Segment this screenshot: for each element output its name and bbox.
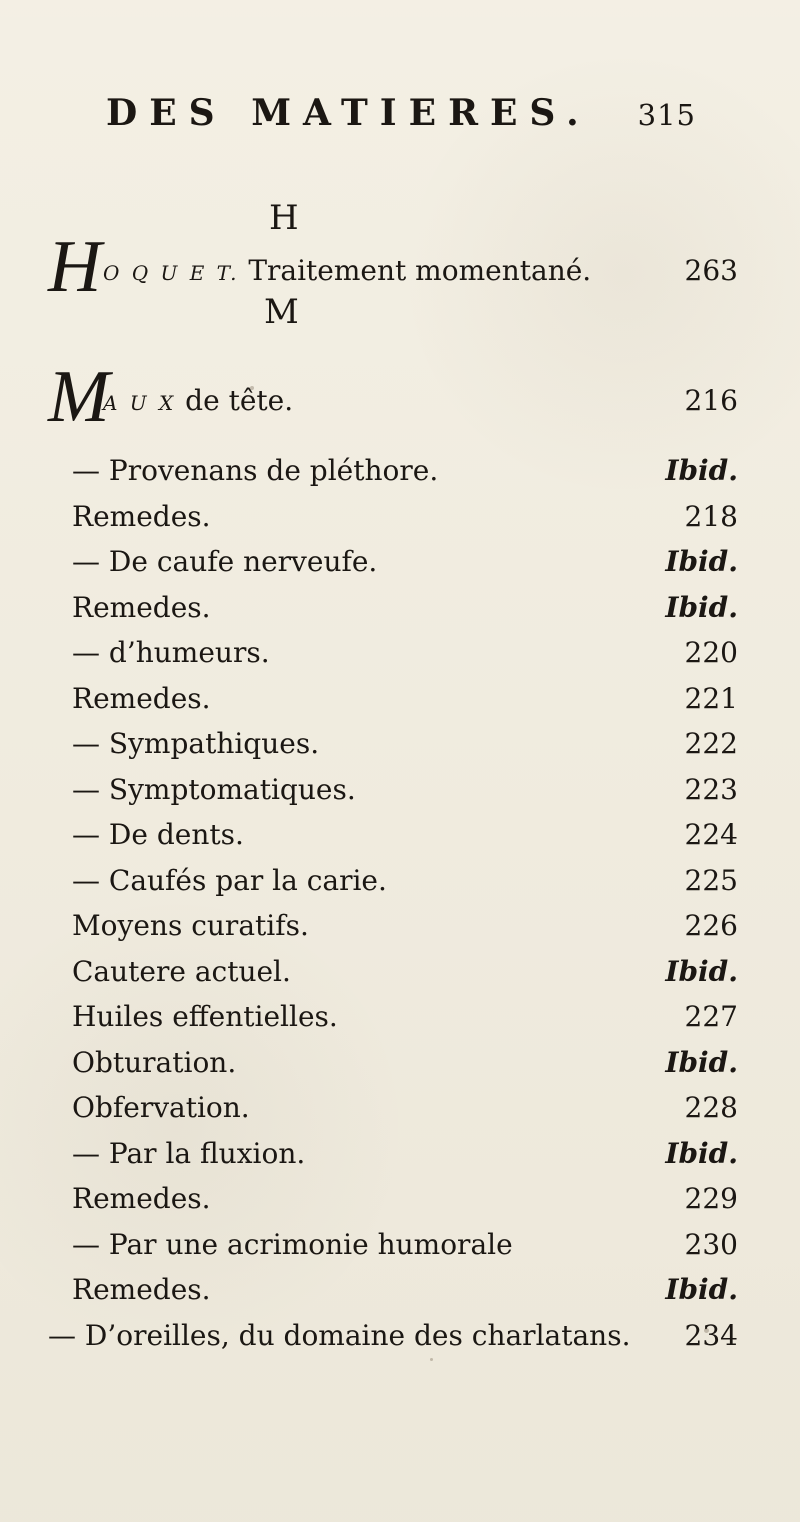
index-row-page: 220	[684, 636, 738, 669]
index-row-label: — Par une acrimonie humorale	[72, 1227, 513, 1261]
index-row-page: Ibid.	[665, 1273, 738, 1306]
index-row-page: 218	[684, 499, 738, 533]
index-row	[48, 585, 738, 631]
entry-maux-label	[103, 384, 293, 417]
index-row	[48, 721, 738, 767]
index-row-page: 234	[684, 1318, 738, 1352]
index-row-page: 227	[684, 1000, 738, 1033]
paper-speck	[704, 1328, 709, 1333]
index-row	[48, 676, 738, 722]
index-row	[48, 812, 738, 858]
index-row-page: Ibid.	[665, 1045, 738, 1079]
index-row-label: Obfervation.	[72, 1091, 250, 1124]
section-letter-h: H	[269, 198, 299, 238]
index-row	[48, 1040, 738, 1086]
entry-maux-headword: A U X	[103, 391, 177, 415]
entry-maux-page: 216	[684, 384, 738, 417]
section-letter-m: M	[264, 292, 299, 332]
index-row-label: — Par la fluxion.	[72, 1136, 306, 1170]
index-rows	[48, 448, 738, 1358]
index-row-label: Remedes.	[72, 1273, 211, 1306]
drop-cap-h: H	[48, 226, 102, 308]
entry-maux-text: de tête.	[185, 384, 294, 417]
index-row-page: 226	[684, 909, 738, 942]
drop-cap-m: M	[48, 356, 110, 438]
index-row-page: 222	[684, 727, 738, 760]
index-row-page: Ibid.	[665, 590, 738, 624]
index-row-label: Cautere actuel.	[72, 954, 291, 988]
index-row-label: — Caufés par la carie.	[72, 863, 387, 897]
index-row-label: Moyens curatifs.	[72, 909, 309, 942]
index-row-label: Huiles effentielles.	[72, 1000, 338, 1033]
index-row	[48, 494, 738, 540]
index-row-page: 230	[684, 1227, 738, 1261]
index-row-label: Remedes.	[72, 590, 211, 624]
index-row	[48, 1176, 738, 1222]
index-row-page: Ibid.	[665, 454, 738, 487]
index-row-label: — Provenans de pléthore.	[72, 454, 439, 487]
index-row	[48, 1085, 738, 1131]
entry-hoquet-page: 263	[684, 254, 738, 287]
index-row-label: Remedes.	[72, 681, 211, 715]
entry-hoquet-headword: O Q U E T.	[103, 261, 240, 285]
page-header	[106, 92, 696, 146]
index-row-page: Ibid.	[665, 1136, 738, 1170]
index-row-label: — d’humeurs.	[72, 636, 270, 669]
index-row-page: 229	[684, 1182, 738, 1215]
index-row	[48, 539, 738, 585]
index-row	[48, 448, 738, 494]
index-row-label: — Sympathiques.	[72, 727, 320, 760]
index-row-label: — Symptomatiques.	[72, 772, 356, 806]
index-row	[48, 1222, 738, 1268]
paper-speck	[250, 386, 254, 390]
index-row-page: 221	[684, 681, 738, 715]
index-row-page: 225	[684, 863, 738, 897]
index-row-label: Obturation.	[72, 1045, 237, 1079]
index-row-label: Remedes.	[72, 1182, 211, 1215]
entry-hoquet	[48, 226, 738, 308]
index-row	[48, 1267, 738, 1313]
index-row-label: — De caufe nerveufe.	[72, 545, 378, 578]
entry-hoquet-label	[103, 254, 591, 287]
header-title: DES MATIERES.	[106, 92, 591, 134]
paper-speck	[430, 1358, 433, 1361]
index-row-label: — De dents.	[72, 818, 244, 851]
index-row-label: — D’oreilles, du domaine des charlatans.	[48, 1318, 631, 1352]
index-row	[48, 1131, 738, 1177]
index-row-page: 228	[684, 1091, 738, 1124]
index-row-page: 223	[684, 772, 738, 806]
index-row-label: Remedes.	[72, 499, 211, 533]
index-row	[48, 994, 738, 1040]
index-row	[48, 903, 738, 949]
index-row-page: 224	[684, 818, 738, 851]
index-row	[48, 630, 738, 676]
index-row-page: Ibid.	[665, 545, 738, 578]
entry-maux	[48, 356, 738, 438]
index-row	[48, 949, 738, 995]
index-row-page: Ibid.	[665, 954, 738, 988]
index-row	[48, 1313, 738, 1359]
entry-hoquet-text: Traitement momentané.	[248, 254, 592, 287]
index-row	[48, 858, 738, 904]
page-number: 315	[637, 98, 696, 132]
index-row	[48, 767, 738, 813]
